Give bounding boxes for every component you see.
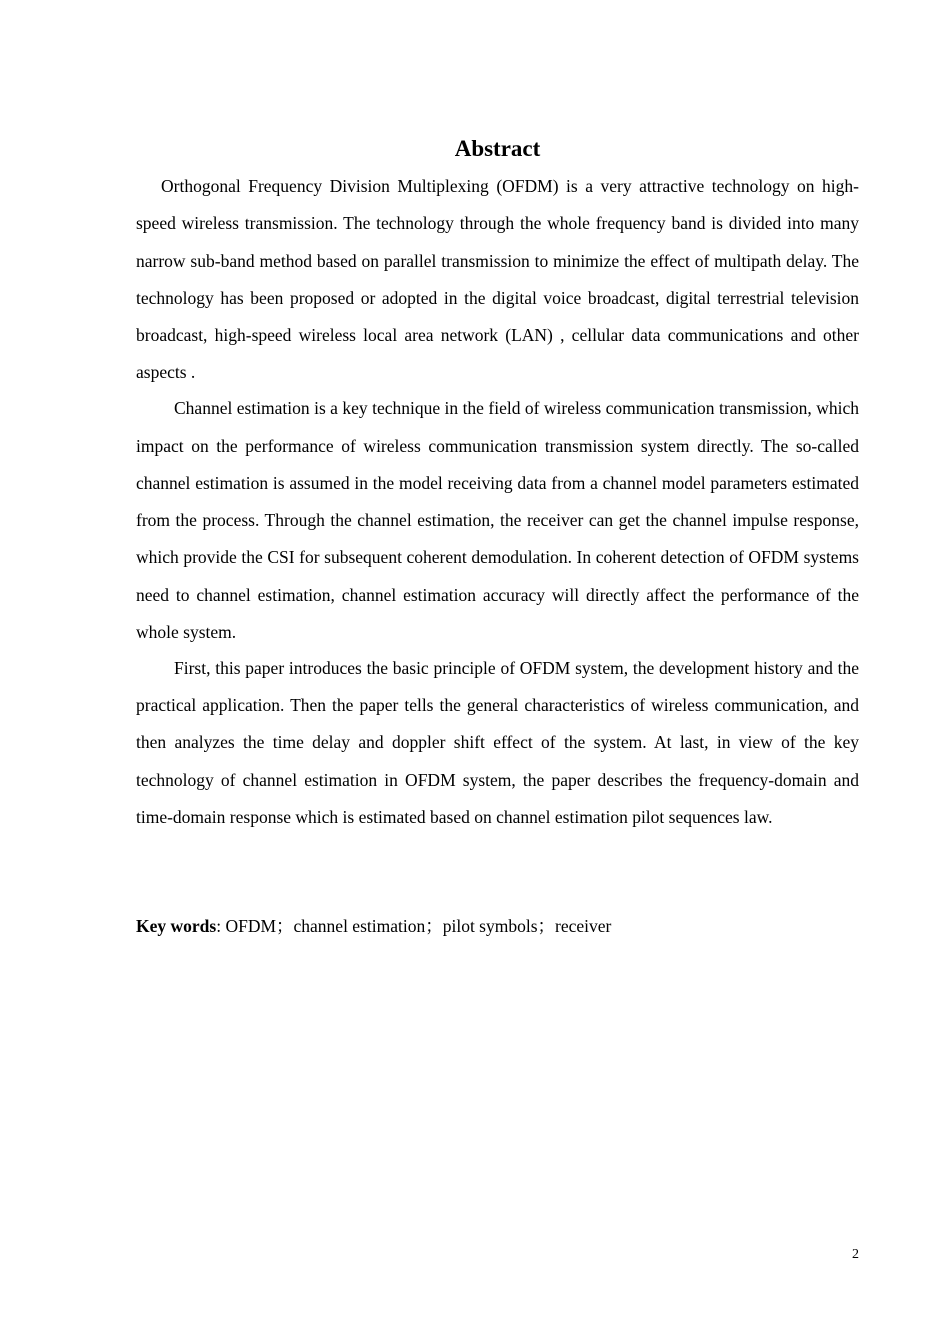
abstract-paragraph: Channel estimation is a key technique in the field of wireless communication transmission, which impact on the performance of wireless communication transmission system directly. The so-called channel estimation is assumed in the model receiving data from a channel model parameters estimated from the process. Through the channel estimation, the receiver can get the channel impulse response, which provide the CSI for subsequent coherent demodulation. In coherent detection of OFDM systems need to channel estimation, channel estimation accuracy will directly affect the performance of the whole system. (136, 398, 859, 643)
keywords-label: Key words (136, 916, 217, 936)
page-number: 2 (852, 1247, 859, 1262)
abstract-paragraph: First, this paper introduces the basic principle of OFDM system, the development history and the practical application. Then the paper tells the general characteristics of wireless communication, and then analyzes the time delay and doppler shift effect of the system. At last, in view of the key technology of channel estimation in OFDM system, the paper describes the frequency-domain and time-domain response which is estimated based on channel estimation pilot sequences law. (136, 657, 859, 828)
abstract-body (136, 168, 859, 835)
keywords-separator: : (216, 916, 226, 936)
abstract-title: Abstract (454, 136, 541, 161)
keywords-value: OFDM；channel estimation；pilot symbols；receiver (225, 916, 612, 936)
abstract-paragraph: Orthogonal Frequency Division Multiplexing (OFDM) is a very attractive technology on high-speed wireless transmission. The technology through the whole frequency band is divided into many narrow sub-band method based on parallel transmission to minimize the effect of multipath delay. The technology has been proposed or adopted in the digital voice broadcast, digital terrestrial television broadcast, high-speed wireless local area network (LAN) , cellular data communications and other aspects . (136, 176, 859, 383)
keywords-line (136, 911, 611, 941)
